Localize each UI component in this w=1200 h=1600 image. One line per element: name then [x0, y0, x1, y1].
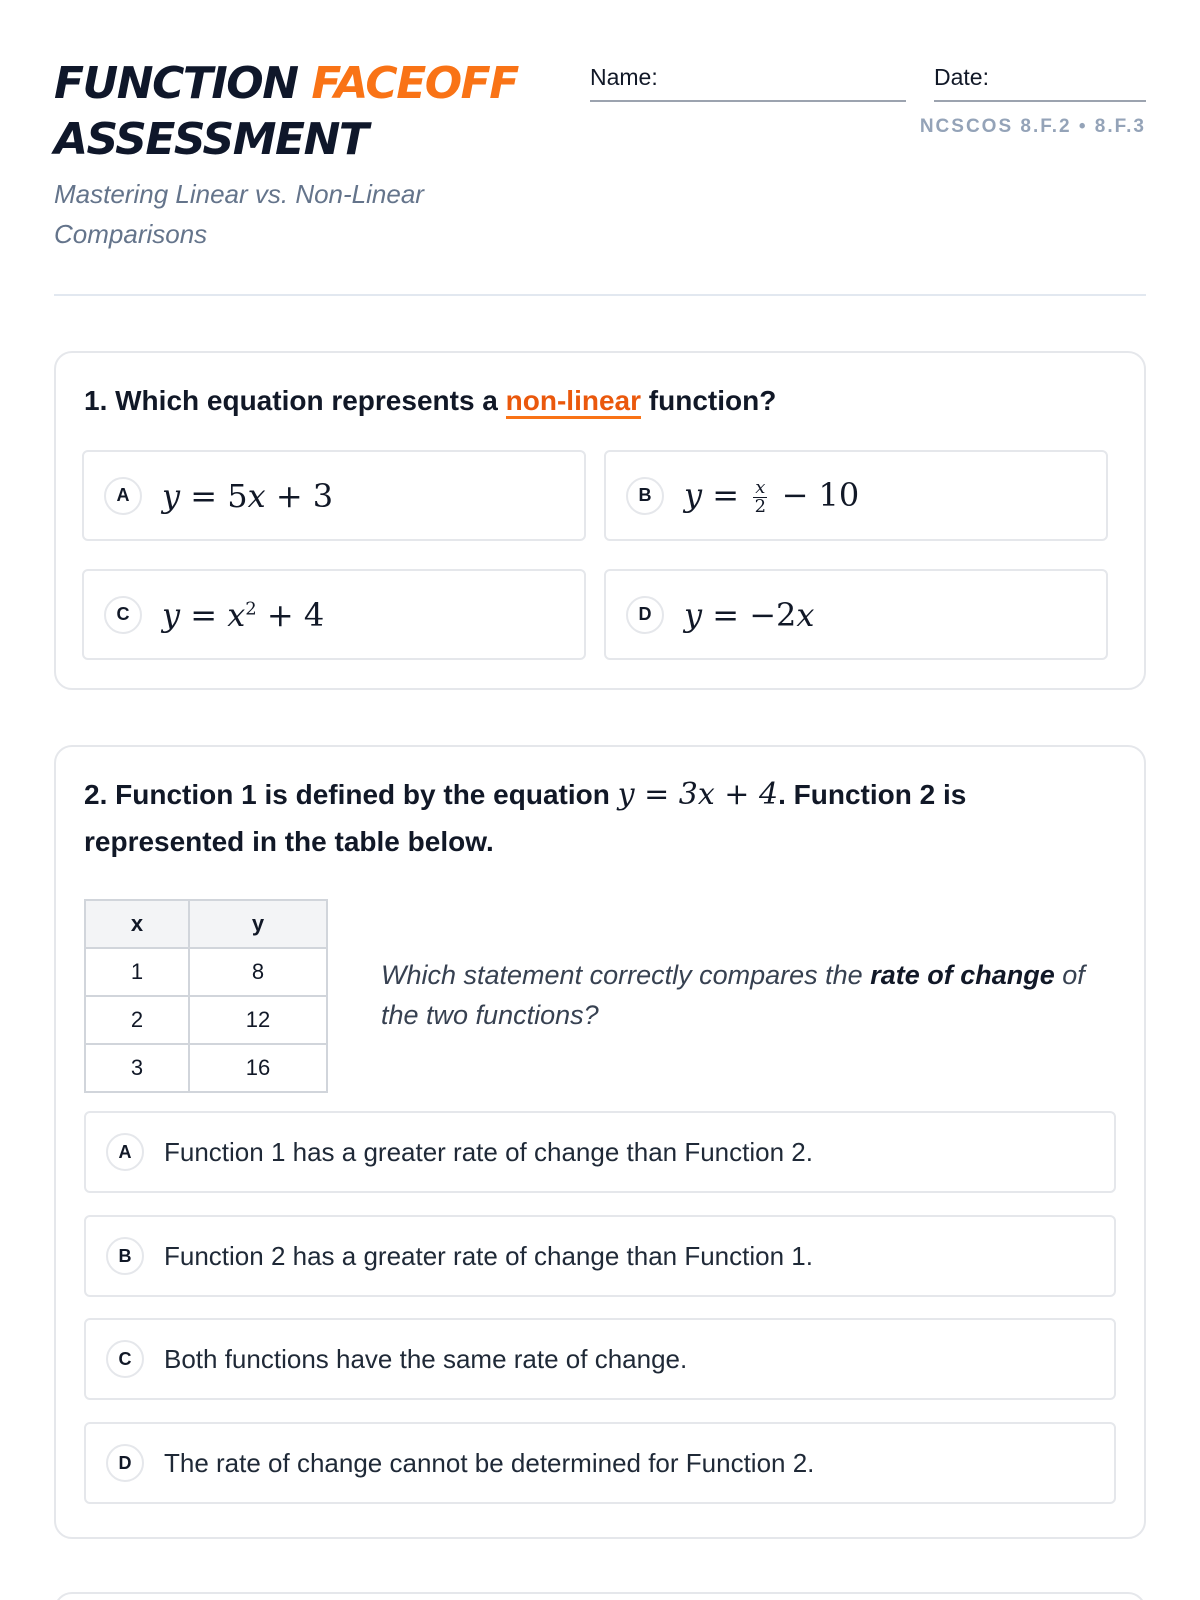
table-row: [85, 948, 327, 996]
function-1-equation: y = 3x + 4: [617, 777, 779, 812]
option-equation: y = −2x: [684, 595, 815, 634]
option-text: The rate of change cannot be determined for Function 2.: [164, 1447, 815, 1478]
option-letter: A: [106, 1133, 144, 1171]
function-2-table: [84, 899, 328, 1093]
q2-option-b[interactable]: [84, 1215, 1116, 1297]
q2-option-d[interactable]: [84, 1422, 1116, 1504]
option-text: Both functions have the same rate of change.: [164, 1343, 688, 1374]
question-3-card: [54, 1592, 1146, 1600]
option-text: Function 1 has a greater rate of change than Function 2.: [164, 1136, 813, 1167]
worksheet-header: [54, 56, 1146, 296]
question-1-text: [84, 377, 1116, 424]
q1-option-c[interactable]: [82, 569, 586, 660]
option-equation: y = $\frac{x}{2}$ − 10: [684, 475, 860, 517]
name-field[interactable]: [590, 60, 906, 102]
option-letter: C: [104, 596, 142, 634]
question-1-prefix: 1. Which equation represents a: [84, 385, 498, 416]
question-2-prefix: 2. Function 1 is defined by the equation: [84, 779, 610, 810]
question-2-suffix: . Function 2 is represented in the table below.: [84, 779, 967, 857]
table-row: [85, 996, 327, 1044]
table-cell-y: 8: [189, 948, 327, 996]
prompt-bold: rate of change: [870, 960, 1055, 990]
title-word-function: FUNCTION: [54, 58, 298, 109]
option-letter: D: [106, 1444, 144, 1482]
option-letter: B: [626, 477, 664, 515]
standards-label: NCSCOS 8.F.2 • 8.F.3: [919, 116, 1146, 137]
question-1-suffix: function?: [648, 385, 777, 416]
option-equation: $y = x^2 + 4$: [162, 595, 325, 634]
option-equation: y = 5x + 3: [162, 476, 334, 515]
title-word-assessment: ASSESSMENT: [54, 114, 368, 165]
table-header-y: y: [189, 900, 327, 948]
name-label: Name:: [590, 64, 658, 90]
prompt-after: of the two functions?: [381, 960, 1085, 1030]
question-2-card: [54, 745, 1146, 1539]
option-text: Function 2 has a greater rate of change than Function 1.: [164, 1240, 813, 1271]
date-field[interactable]: [934, 60, 1146, 102]
option-letter: D: [626, 596, 664, 634]
q2-option-a[interactable]: [84, 1111, 1116, 1193]
question-2-prompt: [381, 955, 1101, 1035]
table-cell-y: 16: [189, 1044, 327, 1092]
option-letter: A: [104, 477, 142, 515]
table-row: [85, 1044, 327, 1092]
q1-option-d[interactable]: [604, 569, 1108, 660]
worksheet-title: [54, 56, 518, 168]
question-2-text: [84, 771, 1116, 865]
date-label: Date:: [934, 64, 989, 90]
table-header-row: [85, 900, 327, 948]
title-word-faceoff: FACEOFF: [311, 58, 518, 109]
fraction-x-over-2: $\frac{x}{2}$: [754, 476, 767, 517]
table-cell-x: 2: [85, 996, 189, 1044]
table-cell-x: 3: [85, 1044, 189, 1092]
q1-option-a[interactable]: [82, 450, 586, 541]
option-letter: C: [106, 1340, 144, 1378]
table-cell-y: 12: [189, 996, 327, 1044]
header-divider: [54, 294, 1146, 296]
question-1-highlight: non-linear: [506, 385, 641, 419]
prompt-before: Which statement correctly compares the: [381, 960, 863, 990]
question-1-card: [54, 351, 1146, 690]
worksheet-subtitle: Mastering Linear vs. Non-Linear Comparisons: [54, 179, 424, 249]
q2-option-c[interactable]: [84, 1318, 1116, 1400]
table-cell-x: 1: [85, 948, 189, 996]
table-header-x: x: [85, 900, 189, 948]
option-letter: B: [106, 1237, 144, 1275]
q1-option-b[interactable]: [604, 450, 1108, 541]
